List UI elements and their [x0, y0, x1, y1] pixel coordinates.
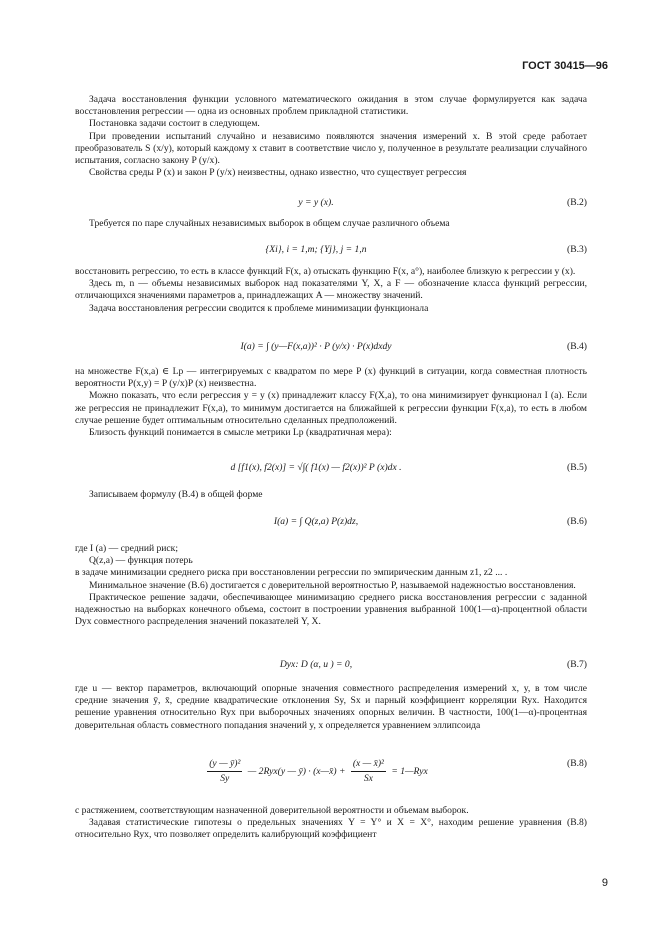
paragraph: Задача восстановления регрессии сводится к проблеме минимизации функционала	[89, 302, 429, 314]
paragraph-block-2	[75, 218, 587, 230]
paragraph: в задаче минимизации среднего риска при восстановлении регрессии по эмпирическим данным z1, z2 ... .	[75, 567, 508, 579]
paragraph-block-8	[75, 805, 587, 842]
paragraph-block-4	[75, 366, 587, 439]
fraction-numerator: (x — x̄)²	[351, 758, 386, 772]
paragraph: Минимальное значение (В.6) достигается с доверительной вероятностью P, называемой надежностью восстановления.	[89, 579, 576, 591]
equation-b5	[75, 462, 587, 478]
paragraph: Практическое решение задачи, обеспечивающее минимизацию среднего риска восстановления регрессии с заданной надежностью на выборках конечного объема, состоит в построении уравнения выбранной 100(1—α)-процентной области Dyx совместного распределения значений показателей Y, X.	[75, 591, 587, 628]
paragraph-block-1	[75, 94, 587, 179]
paragraph: Q(z,a) — функция потерь	[89, 555, 193, 567]
standard-header: ГОСТ 30415—96	[522, 60, 608, 72]
paragraph: Постановка задачи состоит в следующем.	[89, 118, 260, 130]
equation-b6	[75, 516, 587, 532]
paragraph: Можно показать, что если регрессия y = y (x) принадлежит классу F(X,a), то она минимизирует функционал I (a). Если же регрессия не принадлежит F(x,a), то минимум достигается на ближайшей к регрессии функции F(x,a), то есть в любом случае решение будет оптимальным относительно сделанных предположений.	[75, 390, 587, 426]
fraction-numerator: (y — ȳ)²	[207, 758, 242, 772]
equation-number: (В.7)	[567, 659, 587, 670]
paragraph-block-7	[75, 683, 587, 732]
paragraph-block-6	[75, 543, 587, 628]
equation-formula: I(a) = ∫ (y—F(x,a))² · P (y/x) · P(x)dxdy	[240, 341, 392, 352]
equation-formula: I(a) = ∫ Q(z,a) P(z)dz,	[273, 516, 359, 527]
paragraph: восстановить регрессию, то есть в классе функций F(x, a) отыскать функцию F(x, a°), наиболее близкую к регрессии y (x).	[75, 266, 576, 277]
equation-number: (В.5)	[567, 462, 587, 473]
equation-formula	[75, 758, 557, 785]
paragraph: где I (a) — средний риск;	[75, 543, 179, 554]
paragraph: Свойства среды P (x) и закон P (y/x) неизвестны, однако известно, что существует регрессия	[89, 167, 467, 179]
equation-number: (В.6)	[567, 516, 587, 527]
equation-b4	[75, 341, 587, 357]
equation-b7	[75, 659, 587, 675]
paragraph: на множестве F(x,a) ∈ Lp — интегрируемых с квадратом по мере P (x) функций в ситуации, когда совместная плотность вероятности P(x,y) = P (y/x)P (x) неизвестна.	[75, 366, 587, 390]
equation-formula: {Xi}, i = 1,m; {Yj}, j = 1,n	[265, 244, 367, 255]
paragraph: Требуется по паре случайных независимых выборок в общем случае различного объема	[89, 218, 450, 229]
paragraph: Задавая статистические гипотезы о предельных значениях Y = Y° и X = X°, находим решение уравнения (В.8) относительно Ryx, что позволяет определить калибрующий коэффициент	[75, 817, 587, 841]
equation-number: (В.2)	[567, 197, 587, 208]
fraction-denominator: Sx	[363, 773, 373, 785]
fraction-term-1	[207, 758, 242, 785]
paragraph: где u — вектор параметров, включающий опорные значения совместного распределения измерений x, y, в том числе средние значения ȳ, x̄, средние квадратические отклонения Sy, Sx и парный коэффициент корреляции Ryx. Находится решение уравнения относительно Ryx при выборочных значениях опорных величин. В частности, 100(1—α)-процентная доверительная область совместного попадания значений y, x определяется уравнением эллипсоида	[75, 683, 587, 731]
equation-b8	[75, 758, 587, 792]
paragraph: При проведении испытаний случайно и независимо появляются значения измерений x. В этой среде работает преобразователь S (x/y), который каждому x ставит в соответствие число y, полученное в результате реализации случайного испытания, согласно закону P (y/x).	[75, 130, 587, 167]
fraction-denominator: Sy	[220, 773, 230, 785]
equation-number: (В.4)	[567, 341, 587, 352]
paragraph-block-3	[75, 266, 587, 315]
page-number: 9	[601, 877, 608, 889]
paragraph: с растяжением, соответствующим назначенной доверительной вероятности и объемам выборок.	[75, 805, 469, 816]
paragraph: Здесь m, n — объемы независимых выборок над показателями Y, X, а F — обозначение класса функций регрессии, отличающихся значениями параметров a, принадлежащих A — множеству значений.	[75, 278, 587, 302]
equation-formula: y = y (x).	[298, 197, 334, 208]
equation-middle-term: — 2Ryx(y — ȳ) · (x—x̄) +	[247, 765, 346, 777]
fraction-term-2	[351, 758, 386, 785]
equation-b2	[75, 197, 587, 213]
paragraph: Задача восстановления функции условного математического ожидания в этом случае формулируется как задача восстановления регрессии — одна из основных проблем прикладной статистики.	[75, 94, 587, 118]
paragraph: Близость функций понимается в смысле метрики Lp (квадратичная мера):	[89, 427, 392, 439]
equation-b3	[75, 244, 587, 260]
equation-formula: Dyx: D (α, u ) = 0,	[279, 659, 353, 670]
equation-formula: d [f1(x), f2(x)] = √∫( f1(x) — f2(x))² P (x)dx .	[230, 462, 402, 473]
equation-number: (В.8)	[567, 758, 587, 769]
paragraph: Записываем формулу (В.4) в общей форме	[89, 489, 263, 500]
equation-rhs: = 1—Ryx	[391, 765, 428, 777]
paragraph-block-5	[75, 489, 587, 501]
equation-number: (В.3)	[567, 244, 587, 255]
